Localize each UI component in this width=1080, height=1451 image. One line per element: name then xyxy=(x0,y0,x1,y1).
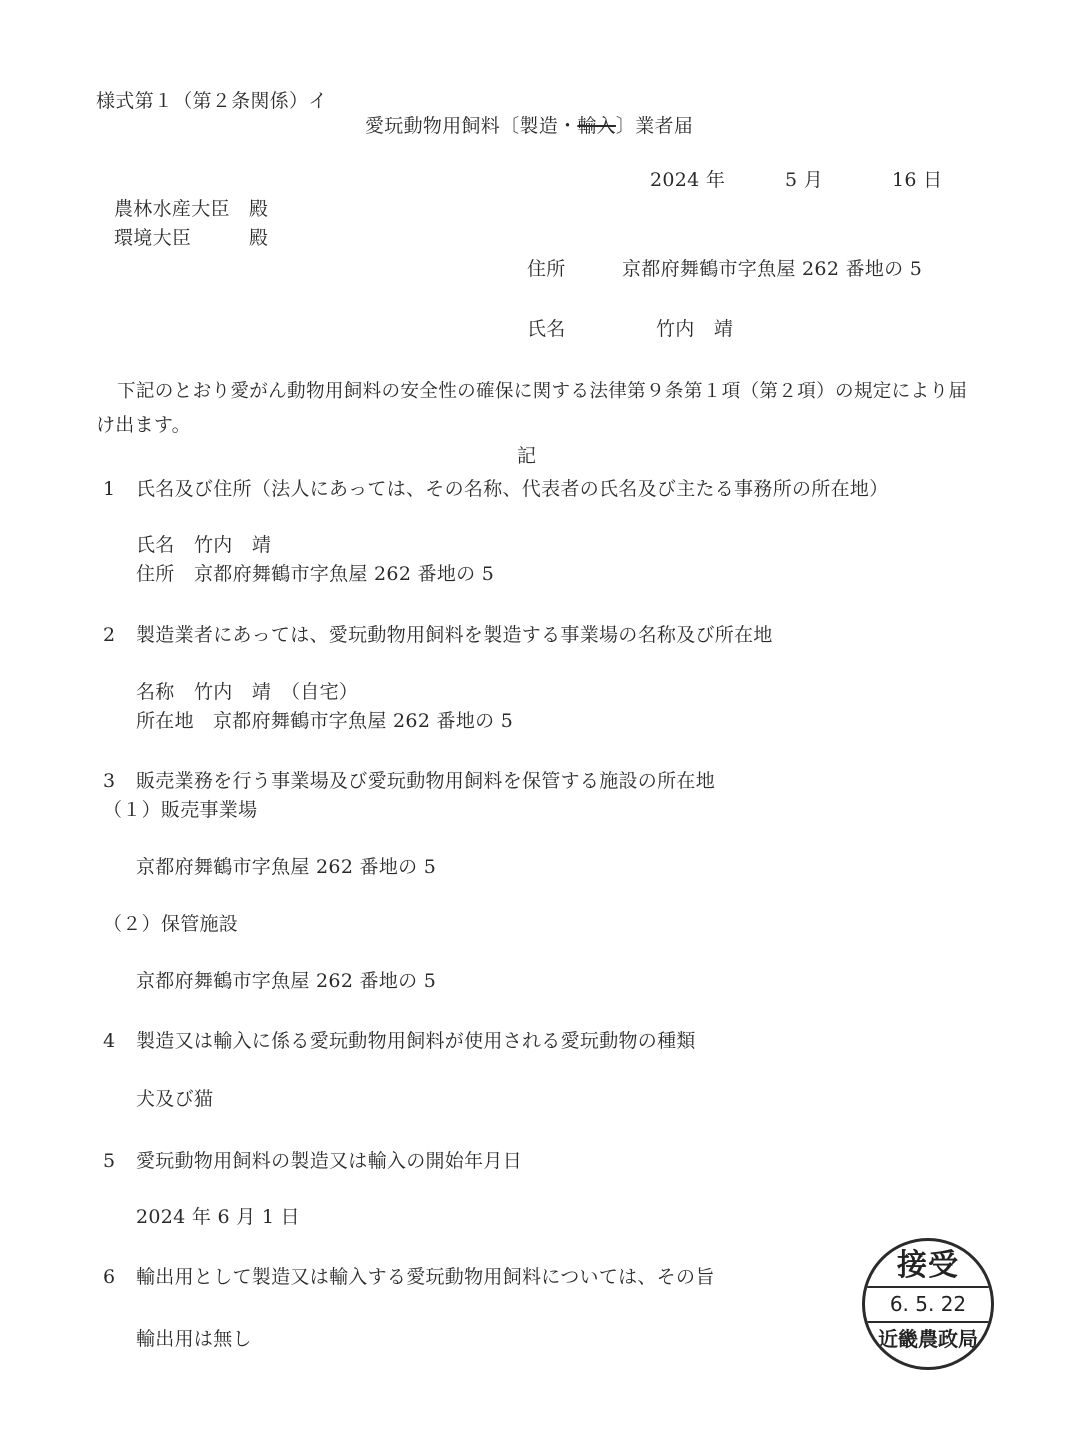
section-2-location: 京都府舞鶴市字魚屋 262 番地の 5 xyxy=(213,710,514,732)
section-2-location-label: 所在地 xyxy=(136,710,194,732)
section-1-address: 京都府舞鶴市字魚屋 262 番地の 5 xyxy=(194,563,495,585)
stamp-office: 近畿農政局 xyxy=(878,1327,978,1351)
stamp-date: 6. 5. 22 xyxy=(889,1292,967,1316)
section-3-sub2-value: 京都府舞鶴市字魚屋 262 番地の 5 xyxy=(136,970,437,992)
section-6-heading: 輸出用として製造又は輸入する愛玩動物用飼料については、その旨 xyxy=(136,1266,715,1288)
date-day: 16 日 xyxy=(892,169,943,191)
intro-line-1: 下記のとおり愛がん動物用飼料の安全性の確保に関する法律第９条第１項（第２項）の規定により届 xyxy=(117,381,968,402)
section-4-heading: 製造又は輸入に係る愛玩動物用飼料が使用される愛玩動物の種類 xyxy=(136,1030,696,1052)
applicant-address: 京都府舞鶴市字魚屋 262 番地の 5 xyxy=(622,258,923,280)
section-1-address-label: 住所 xyxy=(136,563,175,585)
section-3-sub2-heading: （２）保管施設 xyxy=(103,913,239,935)
section-3-sub1-heading: （１）販売事業場 xyxy=(103,799,258,821)
section-1-name-label: 氏名 xyxy=(136,534,175,556)
title-prefix: 愛玩動物用飼料〔製造・ xyxy=(365,115,578,137)
section-2-name: 竹内 靖 （自宅） xyxy=(194,681,359,703)
applicant-name-label: 氏名 xyxy=(527,318,566,340)
section-3-number: 3 xyxy=(103,770,116,792)
section-3-sub1-value: 京都府舞鶴市字魚屋 262 番地の 5 xyxy=(136,856,437,878)
section-6-number: 6 xyxy=(103,1266,116,1288)
applicant-address-label: 住所 xyxy=(527,258,566,280)
form-id: 様式第１（第２条関係）イ xyxy=(96,90,328,112)
section-6-value: 輸出用は無し xyxy=(136,1328,252,1350)
title-struck-word: 輸入 xyxy=(577,115,616,137)
section-5-value: 2024 年 6 月 1 日 xyxy=(136,1206,300,1228)
section-2-heading: 製造業者にあっては、愛玩動物用飼料を製造する事業場の名称及び所在地 xyxy=(136,624,773,646)
intro-line-2: け出ます。 xyxy=(96,414,191,436)
recipient-1-name: 農林水産大臣 xyxy=(114,198,230,220)
section-5-heading: 愛玩動物用飼料の製造又は輸入の開始年月日 xyxy=(136,1150,523,1172)
document-title xyxy=(365,117,695,136)
section-5-number: 5 xyxy=(103,1150,116,1172)
ki-marker: 記 xyxy=(517,445,537,467)
stamp-divider-bottom xyxy=(862,1321,994,1323)
section-1-name: 竹内 靖 xyxy=(194,534,272,556)
stamp-received-text: 接受 xyxy=(897,1248,959,1283)
section-4-number: 4 xyxy=(103,1030,116,1052)
recipient-1-honorific: 殿 xyxy=(249,198,269,220)
date-year: 2024 年 xyxy=(650,169,726,191)
stamp-divider-top xyxy=(862,1286,994,1288)
section-3-heading: 販売業務を行う事業場及び愛玩動物用飼料を保管する施設の所在地 xyxy=(136,770,716,792)
section-1-heading: 氏名及び住所（法人にあっては、その名称、代表者の氏名及び主たる事務所の所在地） xyxy=(136,478,889,500)
title-suffix: 〕業者届 xyxy=(615,115,694,137)
section-2-name-label: 名称 xyxy=(136,681,175,703)
section-1-number: 1 xyxy=(103,478,116,500)
recipient-2-name: 環境大臣 xyxy=(114,227,192,249)
applicant-name: 竹内 靖 xyxy=(656,318,734,340)
section-4-value: 犬及び猫 xyxy=(136,1088,214,1110)
recipient-2-honorific: 殿 xyxy=(249,227,269,249)
date-month: 5 月 xyxy=(785,169,824,191)
section-2-number: 2 xyxy=(103,624,116,646)
receipt-stamp xyxy=(862,1238,994,1370)
